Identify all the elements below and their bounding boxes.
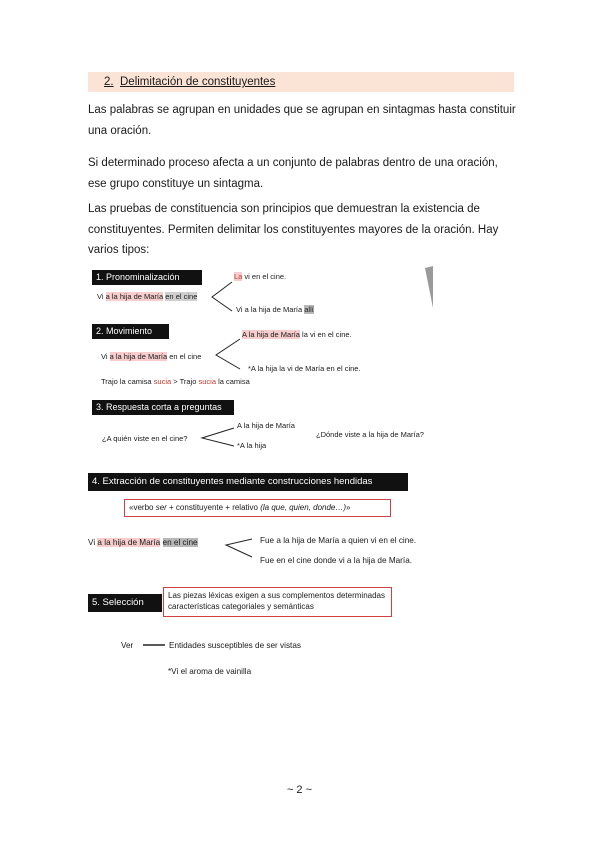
movimiento-base-sentence — [101, 352, 201, 362]
movimiento-output-2: *A la hija la vi de María en el cine. — [248, 364, 361, 373]
respuesta-bracket — [202, 428, 234, 446]
formula-italic: (la que, quien, donde…) — [260, 503, 347, 512]
formula-italic: ser — [155, 503, 167, 512]
formula-text: » — [346, 503, 351, 512]
respuesta-question-2: ¿Dónde viste a la hija de María? — [316, 430, 424, 439]
red-word: sucia — [198, 377, 216, 386]
example-text: > Trajo — [171, 377, 199, 386]
highlight-a-la-hija: a la hija de María — [97, 538, 161, 547]
highlight-a-la: a la — [105, 292, 120, 301]
base-text: Vi — [88, 538, 98, 547]
highlight-a-la-hija: A la hija de María — [242, 330, 300, 339]
paragraph-1: Las palabras se agrupan en unidades que se agrupan en sintagmas hasta constituir una oración. — [88, 104, 516, 137]
output-text: vi en el cine. — [242, 272, 287, 281]
paragraph-3: Las pruebas de constituencia son principios que demuestran la existencia de constituyentes. Permiten delimitar los constituyentes mayores de la oración. Hay varios tipos: — [88, 203, 499, 256]
section-heading — [88, 72, 514, 92]
highlight-la: La — [234, 272, 243, 281]
movimiento-output-1 — [242, 330, 352, 340]
extraccion-output-1: Fue a la hija de María a quien vi en el cine. — [260, 536, 417, 545]
test-label-movimiento: 2. Movimiento — [92, 324, 169, 339]
seleccion-verb: Ver — [121, 641, 134, 650]
highlight-a-la-hija: a la hija de María — [109, 352, 168, 361]
output-text: Vi a la hija de María — [236, 305, 305, 314]
seleccion-arrow-text: Entidades susceptibles de ser vistas — [169, 641, 301, 650]
extraccion-output-2: Fue en el cine donde vi a la hija de María. — [260, 556, 413, 565]
respuesta-question: ¿A quién viste en el cine? — [102, 434, 188, 443]
test-label-extraccion: 4. Extracción de constituyentes mediante construcciones hendidas — [88, 473, 408, 491]
movimiento-bracket — [216, 339, 240, 369]
seleccion-example: *Vi el aroma de vainilla — [168, 667, 252, 676]
extraccion-base-sentence — [88, 537, 198, 548]
red-word: sucia — [153, 377, 172, 386]
output-text: la vi en el cine. — [299, 330, 352, 339]
base-text: Vi — [97, 292, 106, 301]
highlight-en-el-cine: en el cine — [162, 538, 198, 547]
highlight-hija: hija de María — [119, 292, 164, 301]
page-corner-shadow — [425, 266, 433, 308]
section-number: 2. — [104, 76, 114, 88]
formula-text: «verbo — [129, 503, 156, 512]
formula-text: + constituyente + relativo — [166, 503, 261, 512]
pronominalizacion-base-sentence — [97, 292, 197, 302]
seleccion-definition-box: Las piezas léxicas exigen a sus complementos determinadas características categoriales y semánticas — [163, 587, 392, 617]
highlight-en-el-cine: en el cine — [165, 292, 198, 301]
test-label-respuesta: 3. Respuesta corta a preguntas — [92, 400, 234, 415]
example-text: Trajo la camisa — [101, 377, 154, 386]
page-number: ~ 2 ~ — [286, 784, 313, 796]
pronominalizacion-bracket — [212, 282, 232, 311]
extraccion-bracket — [226, 539, 252, 557]
test-label-pronominalizacion: 1. Pronominalización — [92, 270, 202, 285]
respuesta-output-2: *A la hija — [237, 441, 267, 450]
example-text: la camisa — [216, 377, 250, 386]
highlight-alli: allí — [304, 305, 314, 314]
pronominalizacion-output-1 — [234, 272, 286, 282]
movimiento-extra-example — [101, 377, 250, 387]
test-label-seleccion: 5. Selección — [88, 594, 162, 612]
respuesta-output-1: A la hija de María — [237, 421, 295, 430]
paragraph-2: Si determinado proceso afecta a un conjunto de palabras dentro de una oración, ese grupo constituye un sintagma. — [88, 157, 498, 190]
section-title: Delimitación de constituyentes — [120, 76, 276, 88]
extraccion-formula-box — [124, 499, 391, 517]
pronominalizacion-output-2 — [236, 305, 314, 315]
base-text-end: en el cine — [167, 352, 202, 361]
base-text: Vi — [101, 352, 110, 361]
